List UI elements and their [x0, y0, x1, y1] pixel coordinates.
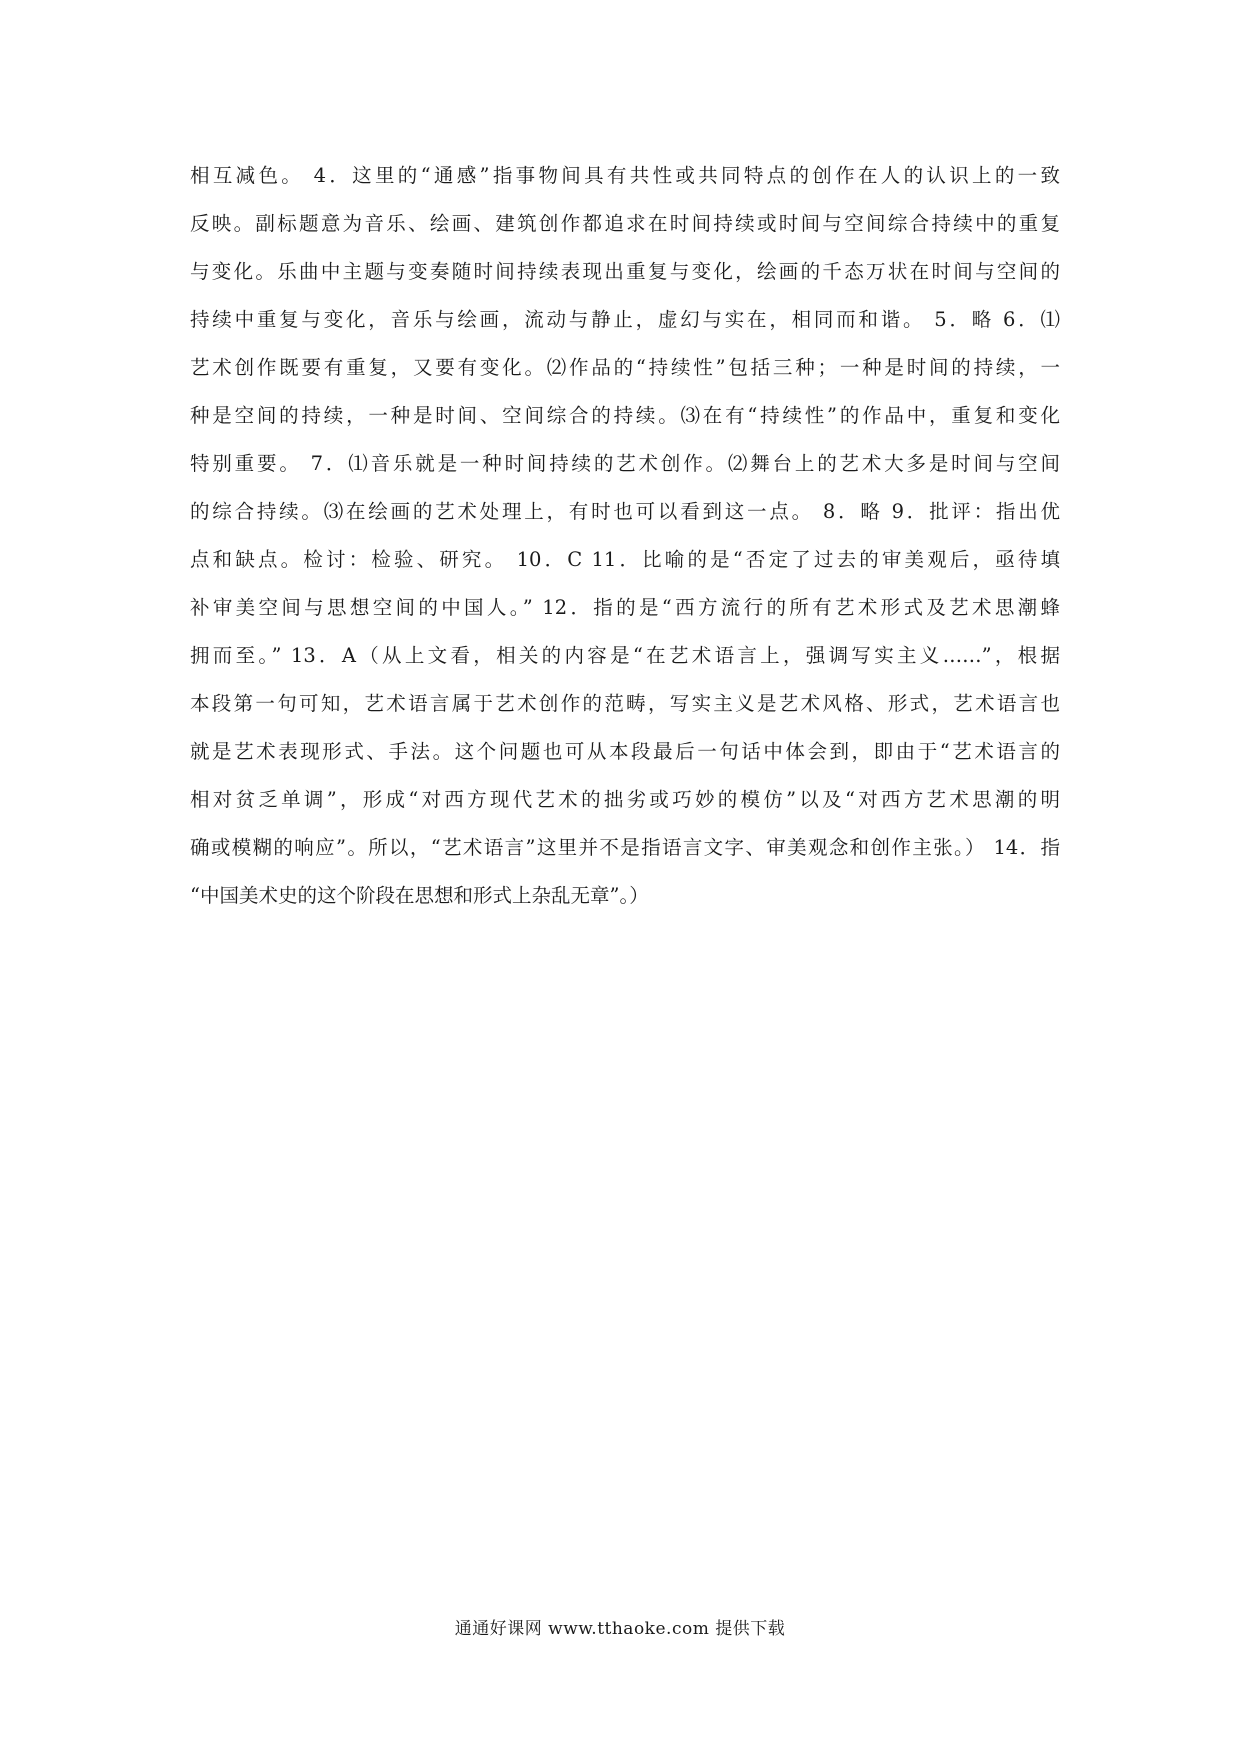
answer-line: 种是空间的持续，一种是时间、空间综合的持续。⑶在有“持续性”的作品中，重复和变化	[190, 404, 1060, 427]
answer-line: 持续中重复与变化，音乐与绘画，流动与静止，虚幻与实在，相同而和谐。 5．略 6．⑴	[190, 308, 1060, 331]
answer-line: 相互减色。 4．这里的“通感”指事物间具有共性或共同特点的创作在人的认识上的一致	[190, 164, 1060, 187]
answer-line: 特别重要。 7．⑴音乐就是一种时间持续的艺术创作。⑵舞台上的艺术大多是时间与空间	[190, 452, 1060, 475]
answer-line: 拥而至。” 13．A（从上文看，相关的内容是“在艺术语言上，强调写实主义……”，根据	[190, 644, 1060, 667]
answer-line: 就是艺术表现形式、手法。这个问题也可从本段最后一句话中体会到，即由于“艺术语言的	[190, 740, 1060, 763]
answer-line: “中国美术史的这个阶段在思想和形式上杂乱无章”。）	[190, 884, 649, 907]
answer-line: 确或模糊的响应”。所以，“艺术语言”这里并不是指语言文字、审美观念和创作主张。） 14．指	[190, 836, 1060, 859]
answer-line: 相对贫乏单调”，形成“对西方现代艺术的拙劣或巧妙的模仿”以及“对西方艺术思潮的明	[190, 788, 1060, 811]
answer-line: 艺术创作既要有重复，又要有变化。⑵作品的“持续性”包括三种；一种是时间的持续，一	[190, 356, 1060, 379]
answer-line: 的综合持续。⑶在绘画的艺术处理上，有时也可以看到这一点。 8．略 9．批评：指出优	[190, 500, 1060, 523]
page-footer: 通通好课网 www.tthaoke.com 提供下载	[454, 1619, 786, 1639]
answer-text-block	[190, 152, 1060, 920]
answer-line: 反映。副标题意为音乐、绘画、建筑创作都追求在时间持续或时间与空间综合持续中的重复	[190, 212, 1060, 235]
answer-line: 点和缺点。检讨：检验、研究。 10．C 11．比喻的是“否定了过去的审美观后，亟待填	[190, 548, 1060, 571]
answer-line: 本段第一句可知，艺术语言属于艺术创作的范畴，写实主义是艺术风格、形式，艺术语言也	[190, 692, 1060, 715]
answer-line: 与变化。乐曲中主题与变奏随时间持续表现出重复与变化，绘画的千态万状在时间与空间的	[190, 260, 1060, 283]
answer-line: 补审美空间与思想空间的中国人。” 12．指的是“西方流行的所有艺术形式及艺术思潮蜂	[190, 596, 1060, 619]
